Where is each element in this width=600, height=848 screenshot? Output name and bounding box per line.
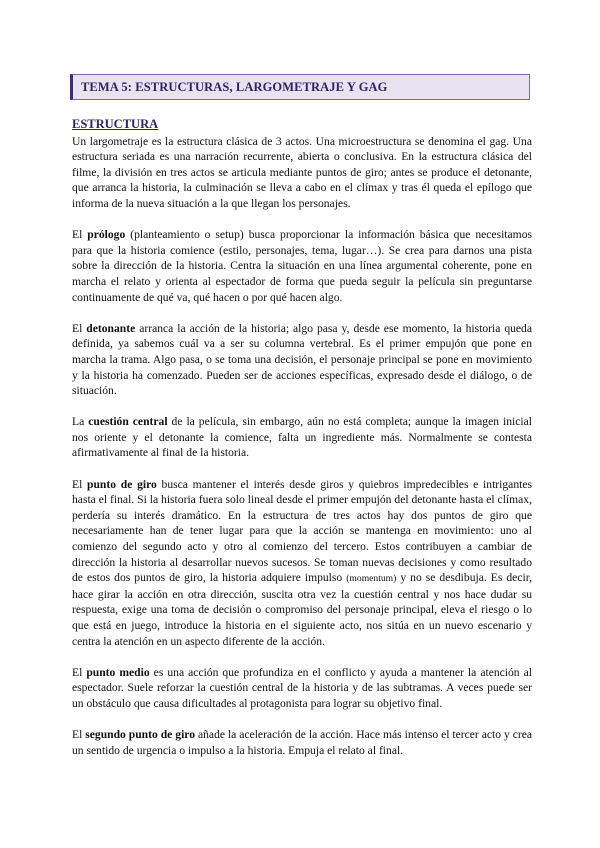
paragraph-prefix: El <box>72 477 88 491</box>
term-cuestion-central: cuestión central <box>88 415 168 429</box>
paragraph-text-continued: y no se desdibuja. Es decir, hace girar la acción en otra dirección, suscita otra vez la cuestión central y nos hace dudar su respuesta, exige una toma de decisión o compromiso del personaje principal, eleva el riesgo o lo que está en juego, introduce la historia en el siguiente acto, nos sitúa en un nuevo escenario y centra la atención en un aspecto diferente de la acción. <box>72 571 532 648</box>
momentum-note: (momentum) <box>346 573 397 585</box>
paragraph-detonante <box>72 321 532 399</box>
paragraph-text: añade la aceleración de la acción. Hace más intenso el tercer acto y crea un sentido de urgencia o impulso a la historia. Empuja el relato al final. <box>72 728 533 757</box>
paragraph-prefix: La <box>72 415 89 429</box>
paragraph-cuestion-central <box>72 414 532 461</box>
paragraph-text: arranca la acción de la historia; algo pasa y, desde ese momento, la historia queda definida, ya sabemos cuál va a ser su columna vertebral. Es el primer empujón que pone en marcha la trama. Algo pasa, o se toma una decisión, el personaje principal se pone en movimiento y la historia ha comenzado. Pueden ser de acciones específicas, expresado desde el diálogo, o de situación. <box>72 321 532 398</box>
document-body <box>72 117 532 774</box>
term-detonante: detonante <box>86 321 136 335</box>
paragraph-intro: Un largometraje es la estructura clásica de 3 actos. Una microestructura se denomina el gag. Una estructura seriada es una narración recurrente, abierta o conclusiva. En la estructura clásica del filme, la división en tres actos se articula mediante puntos de giro; antes se produce el detonante, que arranca la historia, la culminación se lleva a cabo en el clímax y tras él queda el epílogo que informa de la nueva situación a la que llegan los personajes. <box>72 134 532 210</box>
term-segundo-punto-de-giro: segundo punto de giro <box>85 728 196 742</box>
paragraph-segundo-punto-de-giro <box>72 727 532 758</box>
paragraph-text: (planteamiento o setup) busca proporcionar la información básica que necesitamos para que la historia comience (estilo, personajes, tema, lugar…). Se crea para darnos una pista sobre la dirección de la historia. Centra la situación en una línea argumental coherente, pone en marcha el relato y orienta al espectador de forma que pueda seguir la película sin preguntarse continuamente de qué va, qué hacen o por qué hacen algo. <box>72 228 532 304</box>
paragraph-text: de la película, sin embargo, aún no está completa; aunque la imagen inicial nos oriente y el detonante la comience, falta un ingrediente más. Normalmente se contesta afirmativamente al final de la historia. <box>72 415 532 460</box>
paragraph-punto-de-giro <box>72 477 532 650</box>
section-heading: ESTRUCTURA <box>72 117 159 131</box>
page-title: TEMA 5: ESTRUCTURAS, LARGOMETRAJE Y GAG <box>70 74 530 100</box>
paragraph-prologo <box>72 227 532 305</box>
term-prologo: prólogo <box>87 228 126 242</box>
paragraph-punto-medio <box>72 665 532 712</box>
paragraph-prefix: El <box>72 228 88 242</box>
paragraph-text: busca mantener el interés desde giros y quiebros impredecibles e intrigantes hasta el final. Si la historia fuera solo lineal desde el primer empujón del detonante hasta el clímax, perdería su interés dramático. En la estructura de tres actos hay dos puntos de giro que necesariamente han de tener lugar para que la acción se mantenga en movimiento: uno al comienzo del segundo acto y otro al comienzo del tercero. Estos contribuyen a cambiar de dirección la historia al desarrollar nuevos sucesos. Se toman nuevas decisiones y como resultado de estos dos puntos de giro, la historia adquiere impulso <box>72 477 532 585</box>
term-punto-medio: punto medio <box>86 665 150 679</box>
paragraph-prefix: El <box>72 728 86 742</box>
paragraph-text: es una acción que profundiza en el conflicto y ayuda a mantener la atención al espectador. Suele reforzar la cuestión central de la historia y de las subtramas. A veces puede ser un obstáculo que causa dificultades al protagonista para lograr su objetivo final. <box>72 665 533 710</box>
paragraph-prefix: El <box>72 665 87 679</box>
paragraph-prefix: El <box>72 321 87 335</box>
term-punto-de-giro: punto de giro <box>87 477 157 491</box>
